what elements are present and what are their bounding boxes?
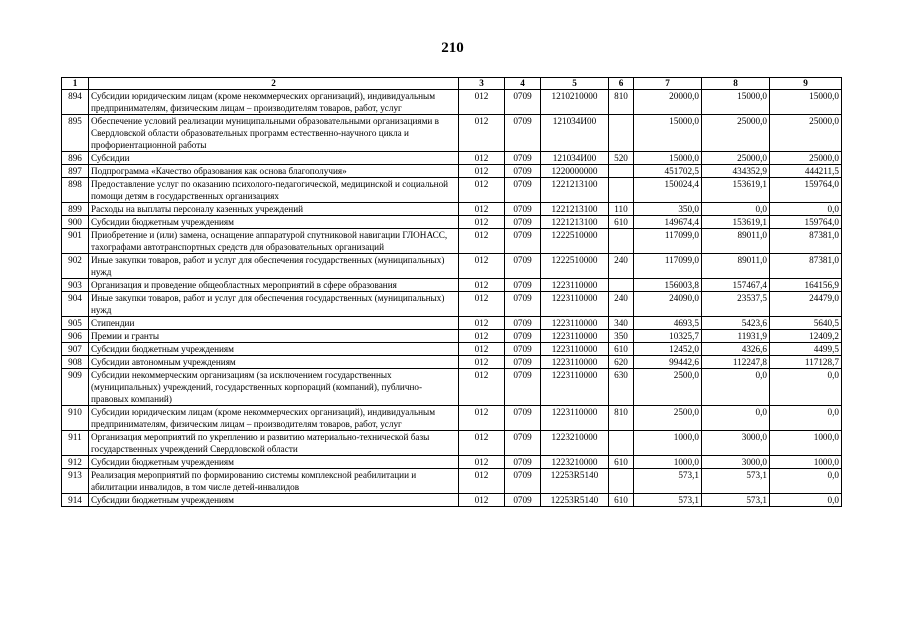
expense-kind-code: 630 [609, 369, 634, 406]
expense-name: Обеспечение условий реализации муниципальными образовательными организациями в Свердловской области образовательных программ естественно-научного цикла и профориентационной работы [89, 115, 459, 152]
row-number: 912 [62, 456, 89, 469]
admin-code: 012 [459, 343, 505, 356]
table-row [62, 469, 842, 494]
amount-year-3: 0,0 [770, 469, 842, 494]
expense-kind-code: 110 [609, 203, 634, 216]
column-header: 7 [634, 78, 702, 90]
section-code: 0709 [505, 292, 541, 317]
column-header: 4 [505, 78, 541, 90]
table-row [62, 216, 842, 229]
amount-year-1: 1000,0 [634, 456, 702, 469]
amount-year-3: 0,0 [770, 494, 842, 507]
table-row [62, 152, 842, 165]
expense-name: Иные закупки товаров, работ и услуг для обеспечения государственных (муниципальных) нужд [89, 292, 459, 317]
section-code: 0709 [505, 229, 541, 254]
expense-kind-code: 520 [609, 152, 634, 165]
amount-year-1: 99442,6 [634, 356, 702, 369]
amount-year-1: 15000,0 [634, 115, 702, 152]
expense-name: Субсидии бюджетным учреждениям [89, 494, 459, 507]
header-row [62, 78, 842, 90]
target-code: 1223110000 [541, 317, 609, 330]
section-code: 0709 [505, 330, 541, 343]
section-code: 0709 [505, 165, 541, 178]
amount-year-1: 10325,7 [634, 330, 702, 343]
column-header: 9 [770, 78, 842, 90]
target-code: 1222510000 [541, 229, 609, 254]
admin-code: 012 [459, 456, 505, 469]
table-row [62, 292, 842, 317]
row-number: 896 [62, 152, 89, 165]
amount-year-1: 20000,0 [634, 90, 702, 115]
table-row [62, 456, 842, 469]
amount-year-3: 87381,0 [770, 229, 842, 254]
target-code: 1222510000 [541, 254, 609, 279]
section-code: 0709 [505, 431, 541, 456]
expense-name: Субсидии юридическим лицам (кроме некоммерческих организаций), индивидуальным предпринимателям, физическим лицам – производителям товаров, работ, услуг [89, 90, 459, 115]
budget-table [61, 77, 842, 507]
column-header: 8 [702, 78, 770, 90]
amount-year-3: 1000,0 [770, 456, 842, 469]
expense-kind-code: 240 [609, 292, 634, 317]
table-row [62, 115, 842, 152]
expense-kind-code: 610 [609, 343, 634, 356]
column-header: 5 [541, 78, 609, 90]
expense-name: Стипендии [89, 317, 459, 330]
amount-year-3: 25000,0 [770, 115, 842, 152]
admin-code: 012 [459, 317, 505, 330]
row-number: 902 [62, 254, 89, 279]
row-number: 895 [62, 115, 89, 152]
expense-kind-code [609, 469, 634, 494]
amount-year-2: 157467,4 [702, 279, 770, 292]
row-number: 897 [62, 165, 89, 178]
amount-year-2: 3000,0 [702, 456, 770, 469]
amount-year-3: 164156,9 [770, 279, 842, 292]
amount-year-1: 451702,5 [634, 165, 702, 178]
amount-year-1: 4693,5 [634, 317, 702, 330]
expense-kind-code [609, 431, 634, 456]
amount-year-2: 112247,8 [702, 356, 770, 369]
table-body [62, 90, 842, 507]
expense-name: Приобретение и (или) замена, оснащение аппаратурой спутниковой навигации ГЛОНАСС, тахографами автотранспортных средств для образовательных организаций [89, 229, 459, 254]
table-row [62, 279, 842, 292]
expense-name: Субсидии бюджетным учреждениям [89, 456, 459, 469]
target-code: 121034И00 [541, 115, 609, 152]
target-code: 1223110000 [541, 343, 609, 356]
row-number: 914 [62, 494, 89, 507]
row-number: 903 [62, 279, 89, 292]
target-code: 1221213100 [541, 178, 609, 203]
column-header: 6 [609, 78, 634, 90]
target-code: 1223110000 [541, 356, 609, 369]
amount-year-2: 153619,1 [702, 216, 770, 229]
admin-code: 012 [459, 203, 505, 216]
admin-code: 012 [459, 254, 505, 279]
amount-year-1: 573,1 [634, 469, 702, 494]
admin-code: 012 [459, 406, 505, 431]
admin-code: 012 [459, 330, 505, 343]
expense-name: Субсидии бюджетным учреждениям [89, 216, 459, 229]
amount-year-1: 573,1 [634, 494, 702, 507]
admin-code: 012 [459, 369, 505, 406]
table-row [62, 431, 842, 456]
amount-year-3: 117128,7 [770, 356, 842, 369]
amount-year-1: 117099,0 [634, 229, 702, 254]
row-number: 900 [62, 216, 89, 229]
expense-name: Субсидии юридическим лицам (кроме некоммерческих организаций), индивидуальным предпринимателям, физическим лицам – производителям товаров, работ, услуг [89, 406, 459, 431]
amount-year-3: 12409,2 [770, 330, 842, 343]
expense-name: Организация и проведение общеобластных мероприятий в сфере образования [89, 279, 459, 292]
admin-code: 012 [459, 431, 505, 456]
row-number: 904 [62, 292, 89, 317]
admin-code: 012 [459, 469, 505, 494]
admin-code: 012 [459, 178, 505, 203]
expense-name: Субсидии [89, 152, 459, 165]
amount-year-2: 0,0 [702, 369, 770, 406]
target-code: 1223110000 [541, 330, 609, 343]
section-code: 0709 [505, 203, 541, 216]
amount-year-3: 87381,0 [770, 254, 842, 279]
amount-year-2: 0,0 [702, 406, 770, 431]
target-code: 1223210000 [541, 456, 609, 469]
table-row [62, 330, 842, 343]
amount-year-3: 24479,0 [770, 292, 842, 317]
expense-kind-code [609, 279, 634, 292]
amount-year-2: 573,1 [702, 494, 770, 507]
target-code: 12253R5140 [541, 494, 609, 507]
expense-kind-code: 350 [609, 330, 634, 343]
section-code: 0709 [505, 369, 541, 406]
amount-year-1: 117099,0 [634, 254, 702, 279]
column-header: 2 [89, 78, 459, 90]
expense-name: Реализация мероприятий по формированию системы комплексной реабилитации и абилитации инвалидов, в том числе детей-инвалидов [89, 469, 459, 494]
amount-year-3: 0,0 [770, 203, 842, 216]
admin-code: 012 [459, 494, 505, 507]
expense-kind-code [609, 165, 634, 178]
amount-year-1: 2500,0 [634, 369, 702, 406]
amount-year-2: 3000,0 [702, 431, 770, 456]
table-row [62, 203, 842, 216]
admin-code: 012 [459, 229, 505, 254]
section-code: 0709 [505, 115, 541, 152]
admin-code: 012 [459, 279, 505, 292]
expense-kind-code: 810 [609, 90, 634, 115]
table-row [62, 229, 842, 254]
target-code: 1221213100 [541, 216, 609, 229]
expense-name: Подпрограмма «Качество образования как основа благополучия» [89, 165, 459, 178]
amount-year-3: 0,0 [770, 369, 842, 406]
section-code: 0709 [505, 456, 541, 469]
amount-year-3: 444211,5 [770, 165, 842, 178]
table-row [62, 178, 842, 203]
row-number: 913 [62, 469, 89, 494]
row-number: 907 [62, 343, 89, 356]
target-code: 121034И00 [541, 152, 609, 165]
table-row [62, 356, 842, 369]
section-code: 0709 [505, 317, 541, 330]
amount-year-2: 434352,9 [702, 165, 770, 178]
amount-year-3: 1000,0 [770, 431, 842, 456]
section-code: 0709 [505, 178, 541, 203]
row-number: 911 [62, 431, 89, 456]
expense-kind-code: 810 [609, 406, 634, 431]
expense-kind-code: 610 [609, 216, 634, 229]
amount-year-1: 350,0 [634, 203, 702, 216]
table-row [62, 317, 842, 330]
table-row [62, 343, 842, 356]
amount-year-2: 153619,1 [702, 178, 770, 203]
amount-year-2: 15000,0 [702, 90, 770, 115]
admin-code: 012 [459, 356, 505, 369]
amount-year-1: 1000,0 [634, 431, 702, 456]
column-header: 3 [459, 78, 505, 90]
expense-name: Иные закупки товаров, работ и услуг для обеспечения государственных (муниципальных) нужд [89, 254, 459, 279]
row-number: 898 [62, 178, 89, 203]
target-code: 1223110000 [541, 279, 609, 292]
admin-code: 012 [459, 216, 505, 229]
target-code: 1221213100 [541, 203, 609, 216]
table-row [62, 90, 842, 115]
amount-year-1: 12452,0 [634, 343, 702, 356]
amount-year-2: 25000,0 [702, 152, 770, 165]
section-code: 0709 [505, 216, 541, 229]
admin-code: 012 [459, 292, 505, 317]
amount-year-2: 11931,9 [702, 330, 770, 343]
amount-year-2: 0,0 [702, 203, 770, 216]
amount-year-2: 5423,6 [702, 317, 770, 330]
section-code: 0709 [505, 356, 541, 369]
section-code: 0709 [505, 279, 541, 292]
section-code: 0709 [505, 254, 541, 279]
expense-kind-code [609, 115, 634, 152]
expense-name: Предоставление услуг по оказанию психолого-педагогической, медицинской и социальной помощи детям в государственных организациях [89, 178, 459, 203]
amount-year-2: 25000,0 [702, 115, 770, 152]
amount-year-3: 0,0 [770, 406, 842, 431]
admin-code: 012 [459, 152, 505, 165]
section-code: 0709 [505, 494, 541, 507]
target-code: 1223110000 [541, 369, 609, 406]
amount-year-3: 5640,5 [770, 317, 842, 330]
section-code: 0709 [505, 152, 541, 165]
target-code: 1223210000 [541, 431, 609, 456]
target-code: 1220000000 [541, 165, 609, 178]
admin-code: 012 [459, 115, 505, 152]
amount-year-2: 89011,0 [702, 254, 770, 279]
target-code: 12253R5140 [541, 469, 609, 494]
table-row [62, 369, 842, 406]
target-code: 1210210000 [541, 90, 609, 115]
expense-kind-code: 610 [609, 456, 634, 469]
amount-year-1: 2500,0 [634, 406, 702, 431]
section-code: 0709 [505, 469, 541, 494]
amount-year-2: 4326,6 [702, 343, 770, 356]
table-row [62, 494, 842, 507]
admin-code: 012 [459, 90, 505, 115]
amount-year-2: 573,1 [702, 469, 770, 494]
expense-kind-code: 620 [609, 356, 634, 369]
expense-name: Расходы на выплаты персоналу казенных учреждений [89, 203, 459, 216]
row-number: 908 [62, 356, 89, 369]
expense-kind-code [609, 229, 634, 254]
expense-name: Субсидии некоммерческим организациям (за исключением государственных (муниципальных) учреждений, государственных корпораций (компаний), публично-правовых компаний) [89, 369, 459, 406]
amount-year-2: 89011,0 [702, 229, 770, 254]
expense-name: Организация мероприятий по укреплению и развитию материально-технической базы государственных учреждений Свердловской области [89, 431, 459, 456]
expense-kind-code: 610 [609, 494, 634, 507]
amount-year-3: 159764,0 [770, 178, 842, 203]
expense-name: Субсидии бюджетным учреждениям [89, 343, 459, 356]
table-row [62, 406, 842, 431]
amount-year-1: 150024,4 [634, 178, 702, 203]
row-number: 910 [62, 406, 89, 431]
table-row [62, 254, 842, 279]
expense-kind-code: 340 [609, 317, 634, 330]
amount-year-1: 15000,0 [634, 152, 702, 165]
expense-kind-code: 240 [609, 254, 634, 279]
page-number: 210 [441, 40, 464, 56]
row-number: 894 [62, 90, 89, 115]
column-header: 1 [62, 78, 89, 90]
amount-year-3: 15000,0 [770, 90, 842, 115]
row-number: 901 [62, 229, 89, 254]
admin-code: 012 [459, 165, 505, 178]
target-code: 1223110000 [541, 406, 609, 431]
section-code: 0709 [505, 406, 541, 431]
row-number: 899 [62, 203, 89, 216]
section-code: 0709 [505, 90, 541, 115]
row-number: 905 [62, 317, 89, 330]
expense-name: Субсидии автономным учреждениям [89, 356, 459, 369]
row-number: 909 [62, 369, 89, 406]
amount-year-1: 156003,8 [634, 279, 702, 292]
amount-year-3: 159764,0 [770, 216, 842, 229]
section-code: 0709 [505, 343, 541, 356]
amount-year-3: 25000,0 [770, 152, 842, 165]
target-code: 1223110000 [541, 292, 609, 317]
row-number: 906 [62, 330, 89, 343]
amount-year-3: 4499,5 [770, 343, 842, 356]
amount-year-2: 23537,5 [702, 292, 770, 317]
amount-year-1: 24090,0 [634, 292, 702, 317]
amount-year-1: 149674,4 [634, 216, 702, 229]
table-row [62, 165, 842, 178]
expense-name: Премии и гранты [89, 330, 459, 343]
expense-kind-code [609, 178, 634, 203]
